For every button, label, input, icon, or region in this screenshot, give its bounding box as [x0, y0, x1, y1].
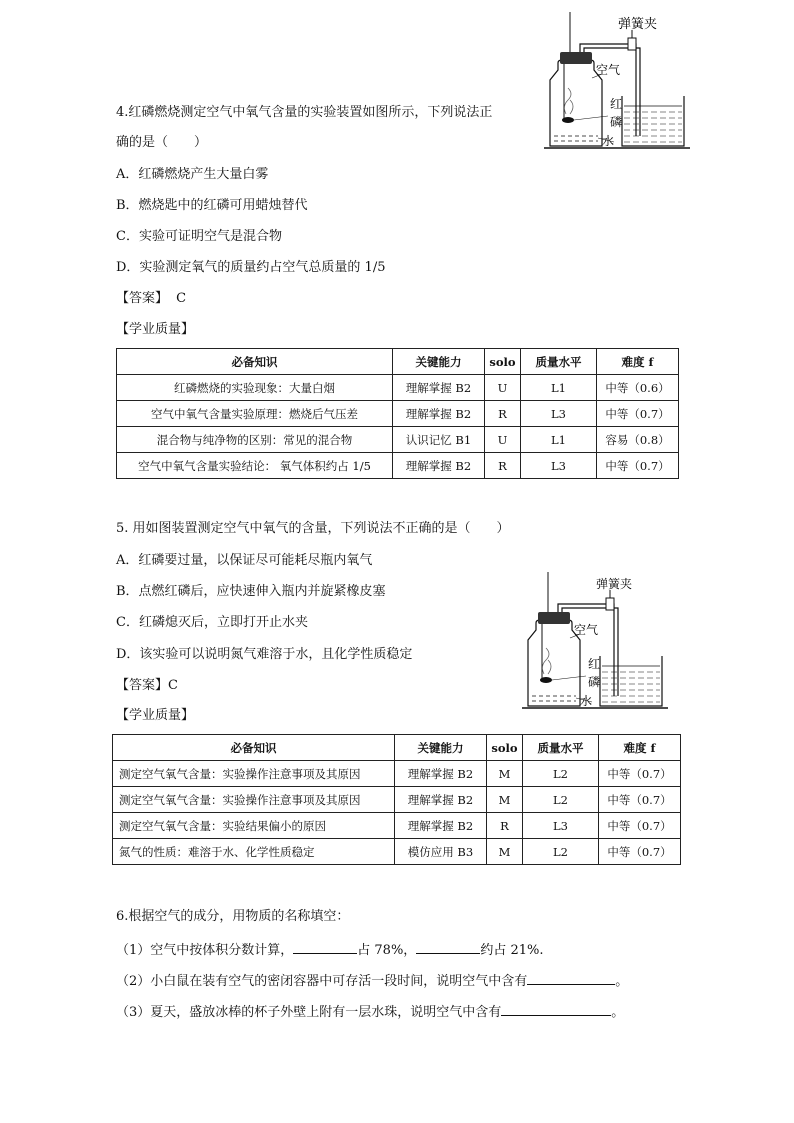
- q6-blank-part2[interactable]: [527, 970, 615, 985]
- table-header: 难度 f: [597, 349, 679, 375]
- table-cell: 空气中氧气含量实验原理：燃烧后气压差: [117, 401, 393, 427]
- table-cell: 理解掌握 B2: [393, 375, 485, 401]
- q4-answer: [116, 290, 186, 308]
- q5-answer-label: 【答案】: [116, 678, 169, 693]
- q5-fig-air-label: 空气: [574, 623, 599, 637]
- table-header: 难度 f: [599, 735, 681, 761]
- q6-part-3: [116, 1001, 624, 1022]
- table-cell: 理解掌握 B2: [395, 813, 487, 839]
- table-row: [113, 813, 681, 839]
- table-cell: 中等（0.7）: [599, 761, 681, 787]
- q5-option-d: D．该实验可以说明氮气难溶于水，且化学性质稳定: [116, 647, 413, 662]
- q4-fig-clamp-label: 弹簧夹: [618, 17, 658, 32]
- table-cell: 理解掌握 B2: [395, 787, 487, 813]
- table-cell: L1: [521, 427, 597, 453]
- table-cell: R: [485, 401, 521, 427]
- table-cell: 理解掌握 B2: [395, 761, 487, 787]
- table-header-row: [117, 349, 679, 375]
- table-row: [113, 761, 681, 787]
- table-cell: L1: [521, 375, 597, 401]
- table-cell: L2: [523, 839, 599, 865]
- table-row: [117, 427, 679, 453]
- q5-fig-water-label: 水: [580, 694, 593, 708]
- q5-stem: 5. 用如图装置测定空气中氧气的含量，下列说法不正确的是（ ）: [116, 521, 510, 536]
- q6-p1-text-c: 约占 21%.: [480, 943, 544, 958]
- table-header: 必备知识: [117, 349, 393, 375]
- table-cell: L2: [523, 787, 599, 813]
- table-cell: 测定空气氧气含量：实验操作注意事项及其原因: [113, 761, 395, 787]
- table-header: 必备知识: [113, 735, 395, 761]
- q5-option-b: B．点燃红磷后，应快速伸入瓶内并旋紧橡皮塞: [116, 584, 386, 599]
- table-header: 关键能力: [395, 735, 487, 761]
- table-cell: 中等（0.7）: [599, 839, 681, 865]
- q5-option-a: A．红磷要过量，以保证尽可能耗尽瓶内氧气: [116, 553, 373, 568]
- table-cell: L2: [523, 761, 599, 787]
- table-cell: 中等（0.7）: [599, 813, 681, 839]
- q6-p3-text-a: （3）夏天，盛放冰棒的杯子外壁上附有一层水珠，说明空气中含有: [116, 1005, 502, 1020]
- table-cell: R: [485, 453, 521, 479]
- table-header: 质量水平: [521, 349, 597, 375]
- table-cell: 红磷燃烧的实验现象：大量白烟: [117, 375, 393, 401]
- table-row: [113, 839, 681, 865]
- table-cell: 中等（0.7）: [599, 787, 681, 813]
- q6-stem: 6.根据空气的成分，用物质的名称填空：: [116, 909, 350, 924]
- q6-p1-text-a: （1）空气中按体积分数计算，: [116, 943, 294, 958]
- q4-quality-label: 【学业质量】: [116, 322, 195, 337]
- q4-apparatus-figure: [540, 8, 700, 153]
- q5-apparatus-figure: [512, 568, 684, 713]
- table-row: [117, 375, 679, 401]
- q4-option-a: A．红磷燃烧产生大量白雾: [116, 167, 269, 182]
- table-cell: 中等（0.7）: [597, 401, 679, 427]
- q6-blank-oxygen[interactable]: [416, 939, 480, 954]
- table-cell: R: [487, 813, 523, 839]
- table-cell: L3: [521, 401, 597, 427]
- q4-fig-air-label: 空气: [596, 63, 621, 77]
- table-cell: 理解掌握 B2: [393, 453, 485, 479]
- table-cell: M: [487, 761, 523, 787]
- q6-p2-text-a: （2）小白鼠在装有空气的密闭容器中可存活一段时间，说明空气中含有: [116, 974, 528, 989]
- table-cell: 认识记忆 B1: [393, 427, 485, 453]
- q5-quality-table: [112, 734, 681, 865]
- table-cell: 模仿应用 B3: [395, 839, 487, 865]
- q5-fig-phosphorus-label-2: 磷: [588, 675, 601, 689]
- table-header-row: [113, 735, 681, 761]
- q5-quality-label: 【学业质量】: [116, 708, 195, 723]
- q4-option-c: C．实验可证明空气是混合物: [116, 229, 282, 244]
- q6-part-2: [116, 970, 628, 991]
- table-row: [117, 401, 679, 427]
- table-header: solo: [487, 735, 523, 761]
- q4-answer-value: C: [176, 291, 187, 306]
- q5-fig-clamp-label: 弹簧夹: [596, 577, 633, 591]
- q5-answer-value: C: [168, 678, 178, 693]
- q6-part-1: [116, 939, 543, 960]
- q6-p1-text-b: 占 78%，: [357, 943, 417, 958]
- table-header: 关键能力: [393, 349, 485, 375]
- q4-stem-line1: 4.红磷燃烧测定空气中氧气含量的实验装置如图所示，下列说法正: [116, 105, 493, 120]
- table-cell: U: [485, 375, 521, 401]
- q4-stem-line2: 确的是（ ）: [116, 135, 208, 150]
- table-cell: 中等（0.6）: [597, 375, 679, 401]
- table-cell: 空气中氧气含量实验结论： 氧气体积约占 1/5: [117, 453, 393, 479]
- table-cell: 氮气的性质：难溶于水、化学性质稳定: [113, 839, 395, 865]
- table-cell: 测定空气氧气含量：实验操作注意事项及其原因: [113, 787, 395, 813]
- table-cell: 理解掌握 B2: [393, 401, 485, 427]
- q6-p3-text-b: 。: [611, 1005, 625, 1020]
- table-header: solo: [485, 349, 521, 375]
- q4-option-d: D．实验测定氧气的质量约占空气总质量的 1/5: [116, 260, 386, 275]
- q6-blank-part3[interactable]: [501, 1001, 611, 1016]
- table-cell: L3: [521, 453, 597, 479]
- q6-blank-nitrogen[interactable]: [293, 939, 357, 954]
- table-header: 质量水平: [523, 735, 599, 761]
- table-row: [117, 453, 679, 479]
- table-cell: U: [485, 427, 521, 453]
- q4-option-b: B．燃烧匙中的红磷可用蜡烛替代: [116, 198, 308, 213]
- q5-fig-phosphorus-label-1: 红: [588, 657, 601, 671]
- q4-fig-phosphorus-label-1: 红: [610, 97, 623, 111]
- table-cell: M: [487, 839, 523, 865]
- table-cell: L3: [523, 813, 599, 839]
- q4-quality-table: [116, 348, 679, 479]
- q5-option-c: C．红磷熄灭后，立即打开止水夹: [116, 615, 308, 630]
- table-cell: 测定空气氧气含量：实验结果偏小的原因: [113, 813, 395, 839]
- q4-fig-water-label: 水: [602, 134, 615, 148]
- q5-answer: [116, 677, 178, 695]
- q4-fig-phosphorus-label-2: 磷: [610, 115, 623, 129]
- table-cell: 混合物与纯净物的区别：常见的混合物: [117, 427, 393, 453]
- table-cell: M: [487, 787, 523, 813]
- table-cell: 容易（0.8）: [597, 427, 679, 453]
- table-row: [113, 787, 681, 813]
- table-cell: 中等（0.7）: [597, 453, 679, 479]
- q6-p2-text-b: 。: [615, 974, 629, 989]
- q4-answer-label: 【答案】: [116, 291, 169, 306]
